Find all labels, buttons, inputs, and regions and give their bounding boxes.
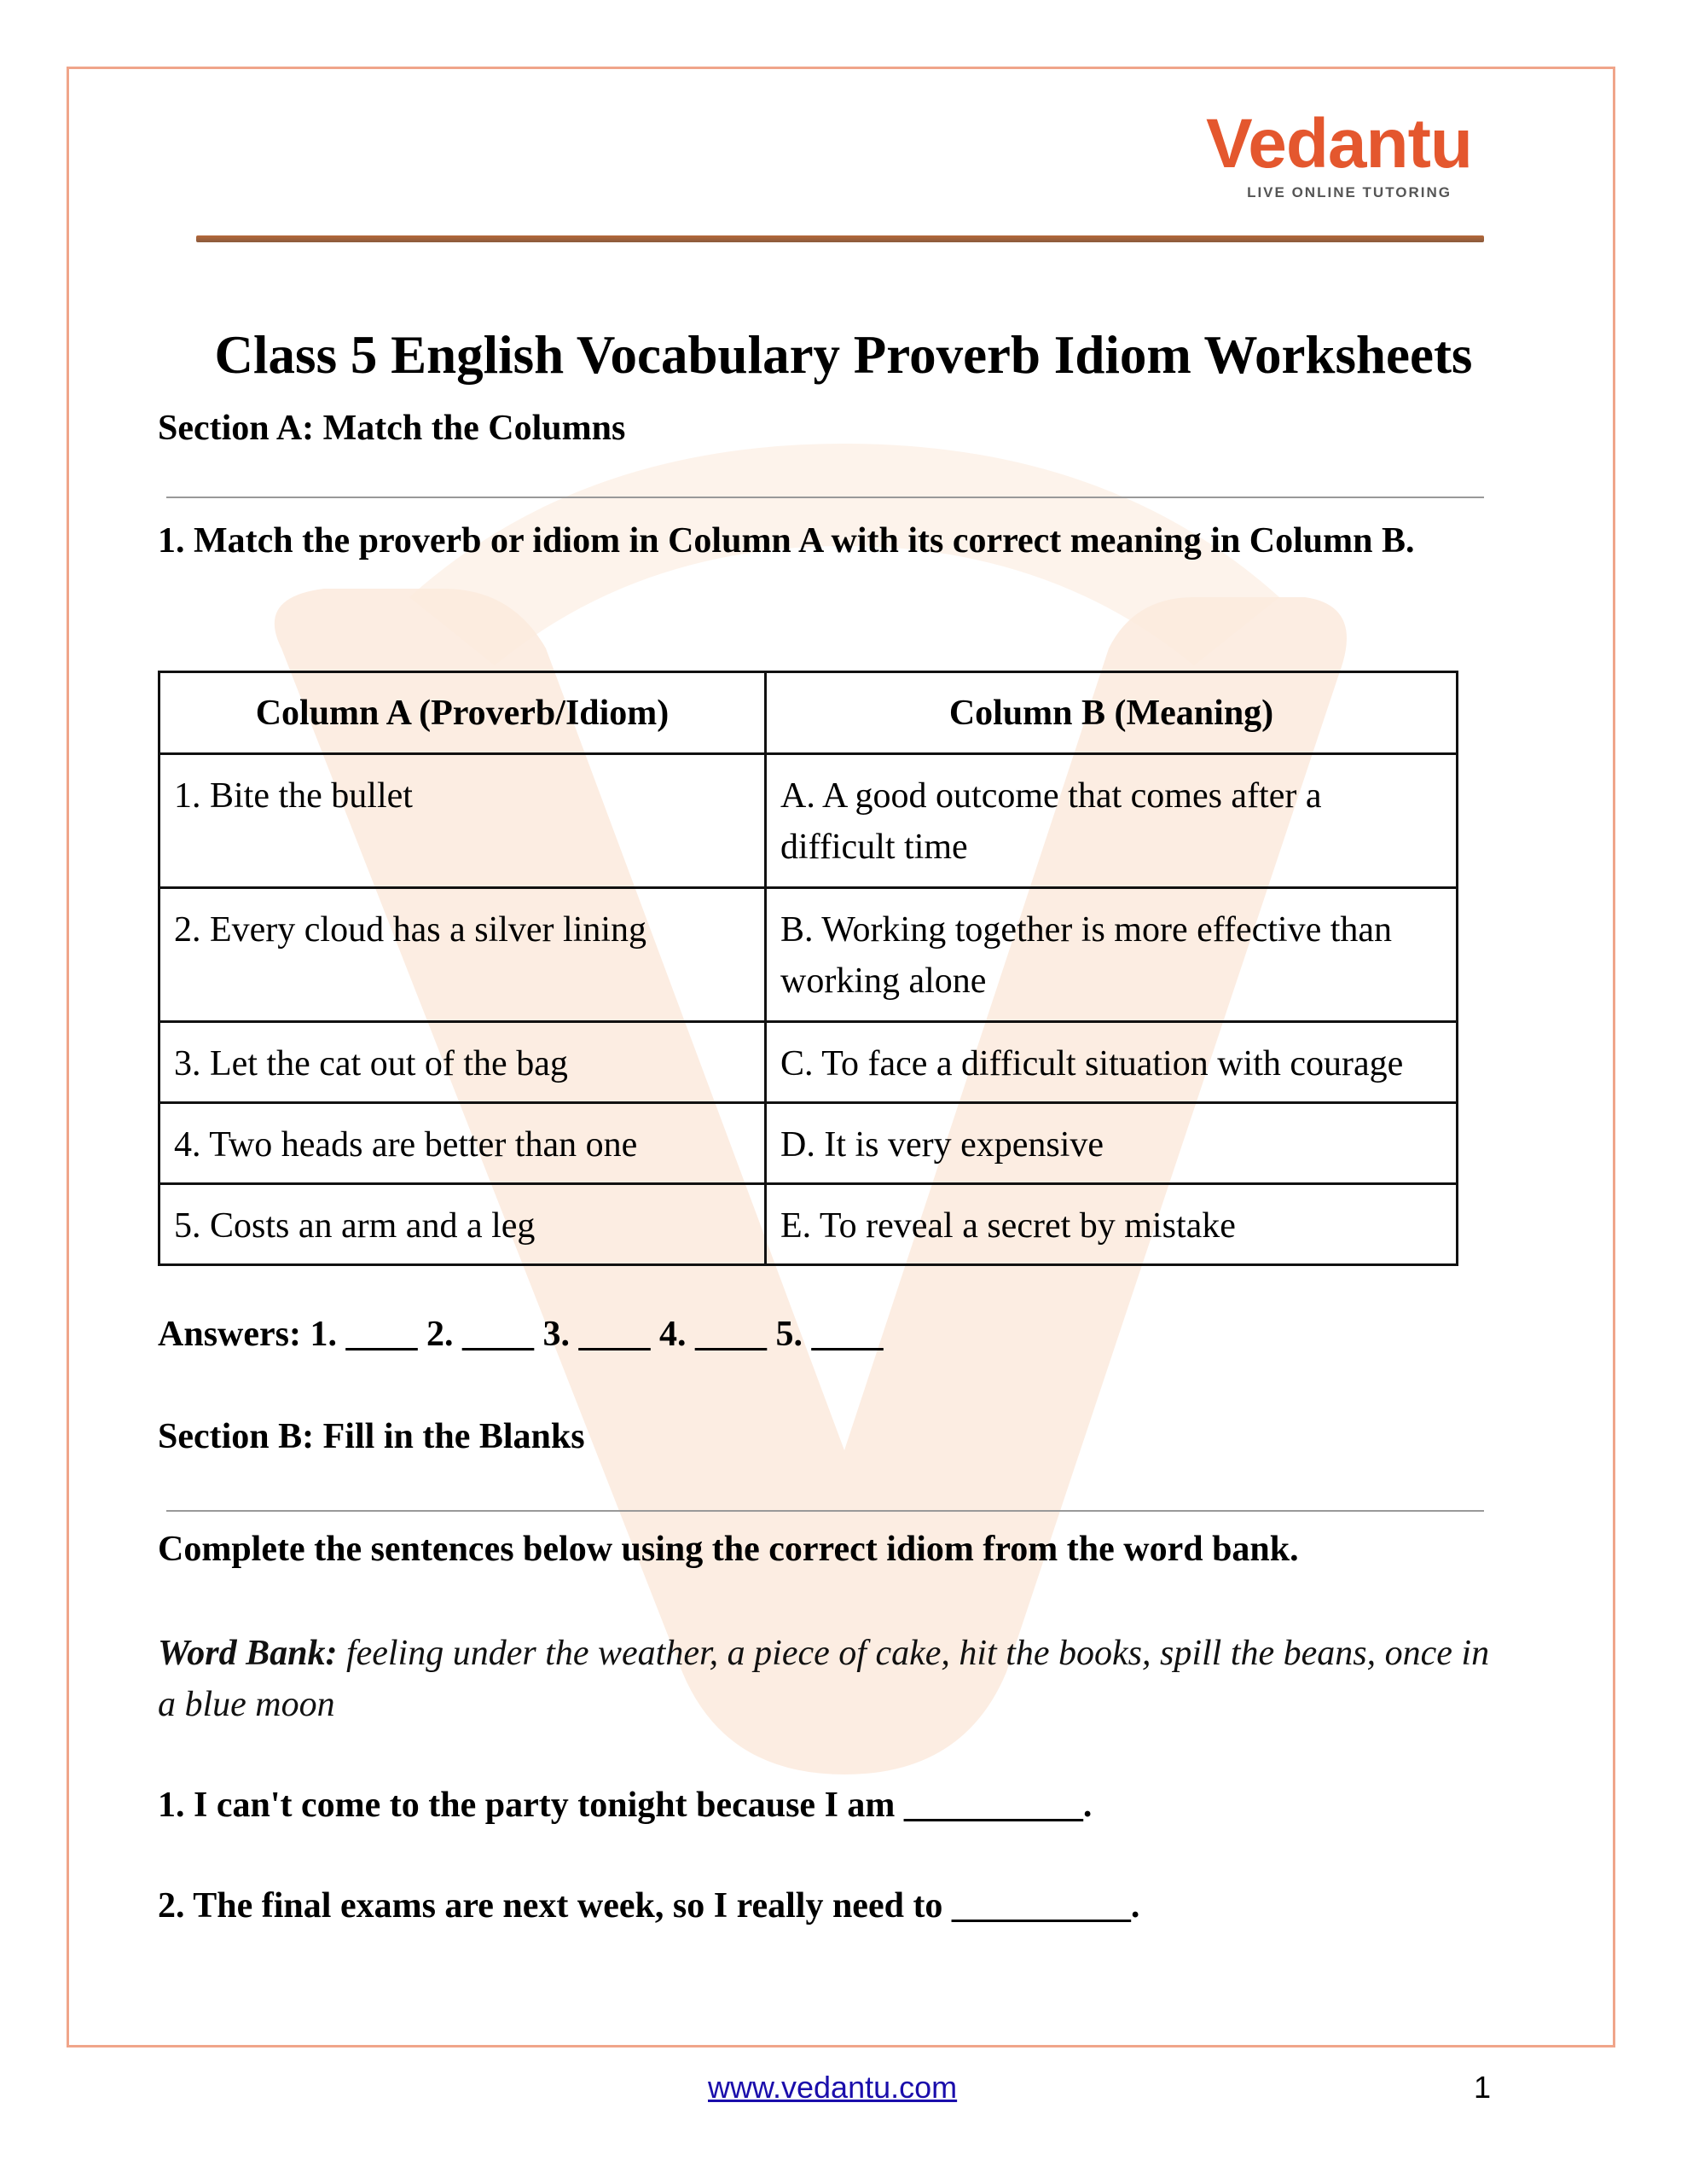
meaning-cell: D. It is very expensive — [766, 1103, 1458, 1184]
proverb-cell: 3. Let the cat out of the bag — [159, 1022, 766, 1103]
page-title: Class 5 English Vocabulary Proverb Idiom Worksheets — [214, 325, 1473, 385]
section-b-heading: Section B: Fill in the Blanks — [158, 1417, 585, 1456]
match-question: 1. Match the proverb or idiom in Column A with its correct meaning in Column B. — [158, 521, 1415, 561]
meaning-cell: A. A good outcome that comes after a difficult time — [766, 754, 1458, 888]
section-b-divider — [166, 1510, 1484, 1512]
vedantu-logo — [1177, 105, 1484, 220]
sentence-item: 2. The final exams are next week, so I really need to __________. — [158, 1886, 1140, 1926]
table-row — [159, 1184, 1458, 1265]
logo-tagline: LIVE ONLINE TUTORING — [1247, 184, 1452, 200]
word-bank — [158, 1628, 1514, 1730]
sentence-item: 1. I can't come to the party tonight because I am __________. — [158, 1786, 1093, 1825]
table-row — [159, 1103, 1458, 1184]
section-a-divider — [166, 497, 1484, 498]
table-row — [159, 1022, 1458, 1103]
table-header-row — [159, 672, 1458, 754]
proverb-cell: 2. Every cloud has a silver lining — [159, 888, 766, 1022]
meaning-cell: E. To reveal a secret by mistake — [766, 1184, 1458, 1265]
logo-wordmark: Vedantu — [1206, 105, 1472, 183]
table-row — [159, 754, 1458, 888]
footer-website-link[interactable]: www.vedantu.com — [708, 2070, 958, 2105]
word-bank-label: Word Bank: — [158, 1634, 338, 1673]
page-number: 1 — [1474, 2070, 1492, 2105]
proverb-cell: 1. Bite the bullet — [159, 754, 766, 888]
column-b-header: Column B (Meaning) — [766, 672, 1458, 754]
answers-line: Answers: 1. ____ 2. ____ 3. ____ 4. ____ 5. ____ — [158, 1315, 884, 1354]
word-bank-items: feeling under the weather, a piece of cake, hit the books, spill the beans, once in a blue moon — [158, 1634, 1490, 1724]
section-a-heading: Section A: Match the Columns — [158, 409, 626, 448]
meaning-cell: B. Working together is more effective than working alone — [766, 888, 1458, 1022]
proverb-cell: 5. Costs an arm and a leg — [159, 1184, 766, 1265]
proverb-cell: 4. Two heads are better than one — [159, 1103, 766, 1184]
match-table — [158, 671, 1458, 1266]
column-a-header: Column A (Proverb/Idiom) — [159, 672, 766, 754]
header-divider — [196, 235, 1484, 242]
table-row — [159, 888, 1458, 1022]
meaning-cell: C. To face a difficult situation with courage — [766, 1022, 1458, 1103]
fill-blanks-instruction: Complete the sentences below using the correct idiom from the word bank. — [158, 1530, 1299, 1569]
